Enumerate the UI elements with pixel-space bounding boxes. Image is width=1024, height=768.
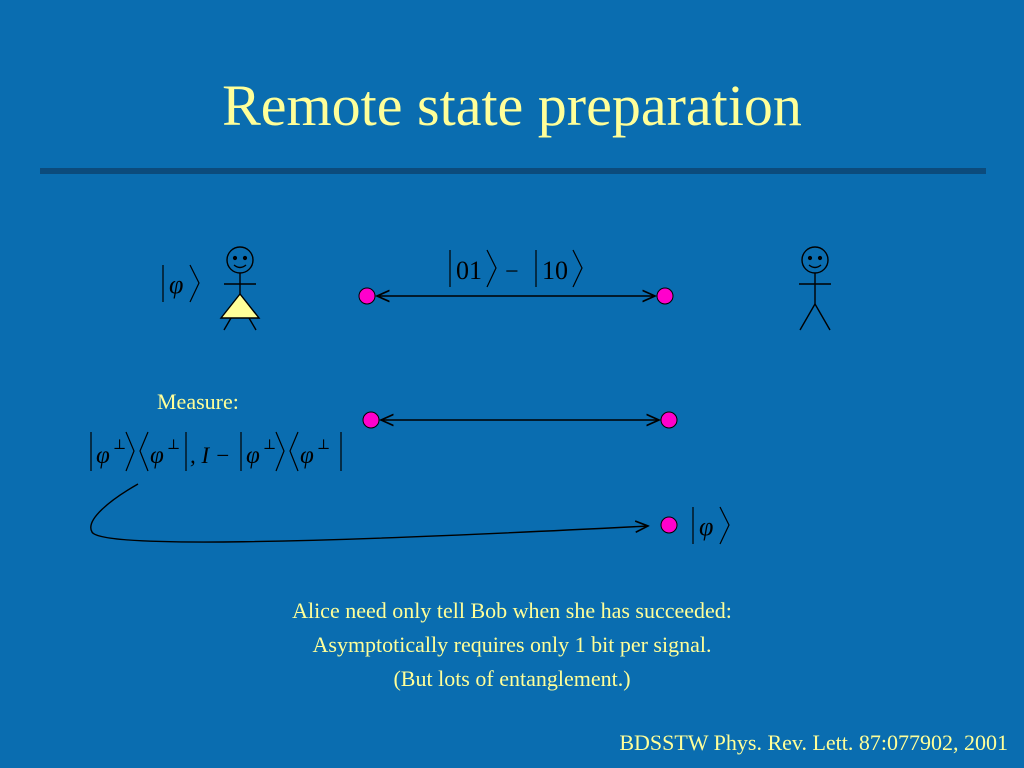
alice-qubit-1 bbox=[359, 288, 375, 304]
measure-perp-3: ⊥ bbox=[263, 438, 277, 453]
citation: BDSSTW Phys. Rev. Lett. 87:077902, 2001 bbox=[619, 730, 1008, 755]
measure-comma-identity: , I − bbox=[190, 443, 231, 468]
measure-phi-4: φ bbox=[300, 442, 314, 469]
entangled-ket-10: 10 bbox=[542, 256, 568, 285]
classical-message-arrow bbox=[91, 484, 648, 542]
measure-perp-4: ⊥ bbox=[317, 438, 331, 453]
measure-perp-2: ⊥ bbox=[167, 438, 181, 453]
entangled-state-label bbox=[450, 250, 582, 287]
caption-line-2: Asymptotically requires only 1 bit per signal. bbox=[312, 632, 712, 657]
measure-label: Measure: bbox=[157, 389, 239, 414]
entangled-ket-01: 01 bbox=[456, 256, 482, 285]
entangled-minus: − bbox=[505, 259, 519, 285]
bob-qubit-1 bbox=[657, 288, 673, 304]
measure-phi-3: φ bbox=[246, 442, 260, 469]
slide-caption bbox=[0, 594, 1024, 696]
bob-state-ket bbox=[693, 507, 729, 544]
caption-line-3: (But lots of entanglement.) bbox=[393, 666, 631, 691]
page-title: Remote state preparation bbox=[222, 73, 802, 138]
measure-phi-1: φ bbox=[96, 442, 110, 469]
alice-figure-icon bbox=[221, 247, 259, 330]
bob-qubit-2 bbox=[661, 412, 677, 428]
bob-figure-icon bbox=[799, 247, 831, 330]
bob-state-symbol: φ bbox=[699, 512, 714, 541]
bob-result-qubit bbox=[661, 517, 677, 533]
measurement-operators bbox=[91, 432, 341, 471]
alice-qubit-2 bbox=[363, 412, 379, 428]
alice-state-symbol: φ bbox=[169, 270, 184, 299]
measure-perp-1: ⊥ bbox=[113, 438, 127, 453]
caption-line-1: Alice need only tell Bob when she has succeeded: bbox=[292, 598, 732, 623]
measure-phi-2: φ bbox=[150, 442, 164, 469]
alice-state-ket bbox=[163, 265, 199, 302]
